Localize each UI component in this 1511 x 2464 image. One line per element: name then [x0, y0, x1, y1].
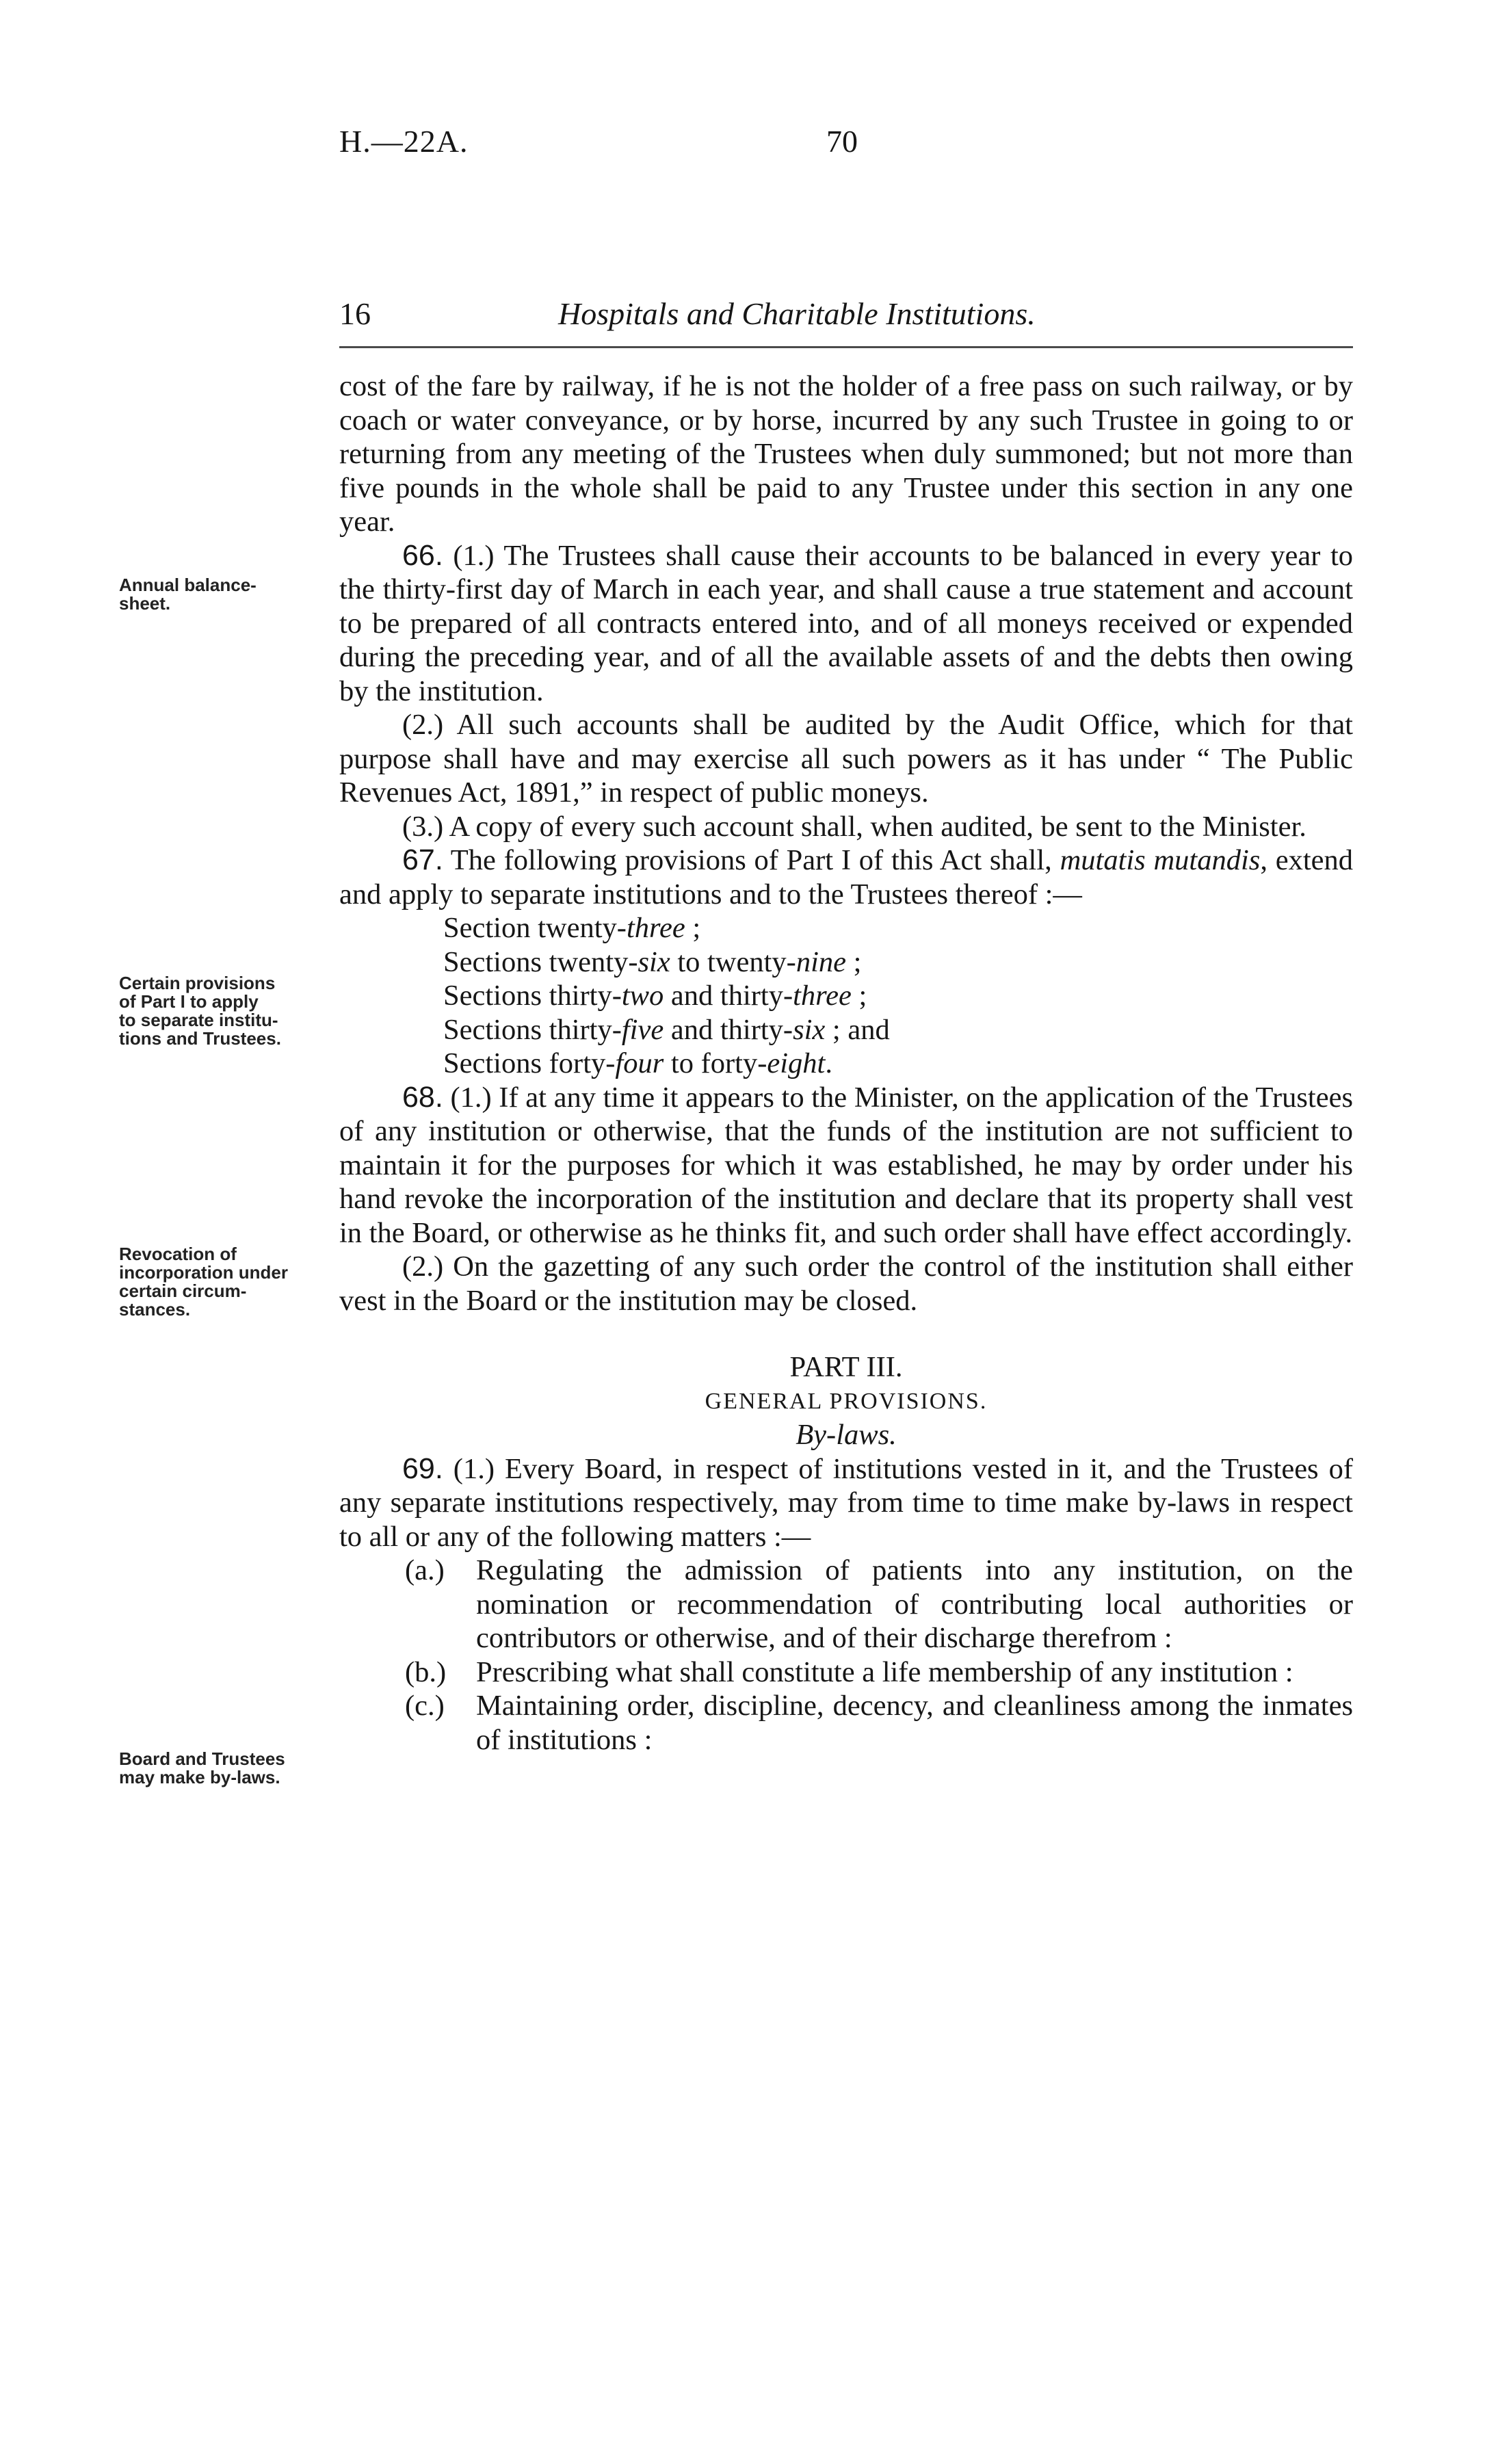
list-item: Sections thirty-two and thirty-three ;: [443, 980, 867, 1012]
header-rule: [339, 346, 1353, 348]
page-number: 16: [339, 296, 371, 331]
top-page-number: 70: [826, 124, 858, 159]
section-67-para: 67. The following provisions of Part I of this Act shall, mutatis mutandis, extend and apply to separate institutions and to the Trustees thereof :—: [339, 843, 1353, 910]
marginal-note-part-one-provisions: Certain provisions of Part I to apply to separate institu- tions and Trustees.: [119, 973, 281, 1049]
section-68-para-2: (2.) On the gazetting of any such order the control of the institution shall either vest in the Board or the institution may be closed.: [339, 1250, 1353, 1317]
spacer: [339, 1318, 1353, 1350]
section-68-para-1: 68. (1.) If at any time it appears to the Minister, on the application of the Trustees of any institution or otherwise, that the funds of the institution are not sufficient to maintain it for the purposes for which it was established, he may by order under his hand revoke the incorporation of the institution and declare that its property shall vest in the Board, or otherwise as he thinks fit, and such order shall have effect accordingly.: [339, 1080, 1354, 1249]
section-69-number: 69.: [402, 1452, 443, 1485]
section-68-number: 68.: [402, 1080, 443, 1114]
section-67-list: [339, 911, 1353, 1081]
continued-paragraph: cost of the fare by railway, if he is not the holder of a free pass on such railway, or by coach or water conveyance, or by horse, incurred by any such Trustee in going to or returning from any meeting of the Trustees when duly summoned; but not more than five pounds in the whole shall be paid to any Trustee under this section in any one year.: [339, 370, 1353, 538]
running-title: Hospitals and Charitable Institutions.: [558, 296, 1036, 331]
section-66-para-1: 66. (1.) The Trustees shall cause their accounts to be balanced in every year to the thirty-first day of March in each year, and shall cause a true statement and account to be prepared of all contracts entered into, and of all moneys received or expended during the preceding year, and of all the available assets of and the debts then owing by the institution.: [339, 538, 1354, 707]
marginal-note-bylaws: Board and Trustees may make by-laws.: [119, 1748, 285, 1787]
list-item: Sections forty-four to forty-eight.: [443, 1047, 832, 1079]
list-item: Sections thirty-five and thirty-six ; and: [443, 1013, 890, 1046]
section-66-para-3: (3.) A copy of every such account shall, when audited, be sent to the Minister.: [402, 810, 1306, 843]
section-69-intro: 69. (1.) Every Board, in respect of institutions vested in it, and the Trustees of any separate institutions respectively, may from time to time make by-laws in respect to all or any of the following matters :—: [339, 1452, 1354, 1553]
list-item: (a.) Regulating the admission of patients into any institution, on the nomination or recommendation of contributing local authorities or contributors or otherwise, and of their discharge therefrom :: [405, 1554, 1353, 1654]
body-text: [339, 369, 1353, 1757]
document-reference: H.—22A.: [339, 124, 469, 159]
list-item: Section twenty-three ;: [443, 912, 701, 944]
marginal-note-revocation: Revocation of incorporation under certain circum- stances.: [119, 1244, 288, 1320]
general-provisions-heading: GENERAL PROVISIONS.: [705, 1388, 988, 1414]
marginal-note-annual-balance-sheet: Annual balance- sheet.: [119, 575, 257, 614]
list-item: (c.) Maintaining order, discipline, decency, and cleanliness among the inmates of institutions :: [405, 1690, 1353, 1756]
list-item: Sections twenty-six to twenty-nine ;: [443, 945, 862, 978]
section-66-number: 66.: [402, 538, 443, 572]
section-67-number: 67.: [402, 843, 443, 876]
section-66-para-2: (2.) All such accounts shall be audited by the Audit Office, which for that purpose shall have and may exercise all such powers as it has under “ The Public Revenues Act, 1891,” in respect of public moneys.: [339, 709, 1353, 809]
bylaws-heading: By-laws.: [796, 1419, 897, 1451]
list-item: (b.) Prescribing what shall constitute a life membership of any institution :: [405, 1655, 1293, 1688]
part-title: PART III.: [789, 1351, 903, 1383]
